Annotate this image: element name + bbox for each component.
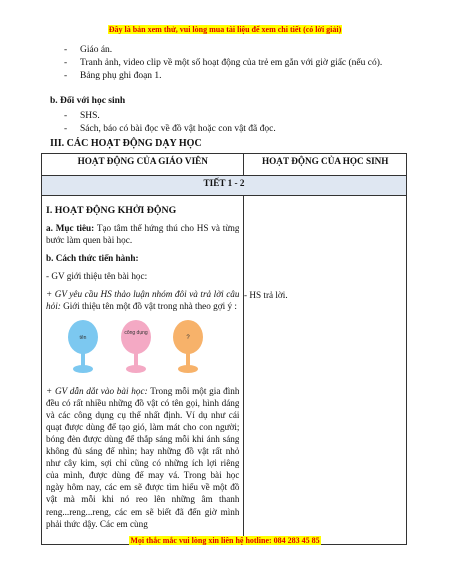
fan-label: ? [186, 334, 190, 341]
section-row [42, 176, 407, 196]
list-item: - Sách, báo có bài đọc về đồ vật hoặc con vật đã đọc. [64, 124, 276, 134]
hotline-banner-text: Mọi thắc mắc vui lòng xin liên hệ hotline: 084 283 45 85 [130, 536, 320, 545]
list-item: - SHS. [64, 111, 100, 121]
intro-line: - GV giới thiệu tên bài học: [46, 271, 148, 282]
task-paragraph: + GV yêu cầu HS thảo luận nhóm đôi và trả lời câu hỏi: Giới thiệu tên một đồ vật trong nhà theo gợi ý : [46, 289, 240, 312]
student-answer: - HS trả lời. [244, 290, 288, 300]
fan-orange-image [171, 319, 205, 377]
table-row [42, 196, 407, 545]
hotline-banner [0, 536, 450, 545]
part-heading: I. HOẠT ĐỘNG KHỞI ĐỘNG [46, 205, 177, 216]
student-column-header: HOẠT ĐỘNG CỦA HỌC SINH [244, 154, 407, 176]
student-resources-list [64, 110, 276, 136]
method-heading: b. Cách thức tiến hành: [46, 253, 139, 264]
student-cell [244, 196, 407, 545]
list-item: - Bảng phụ ghi đoạn 1. [64, 71, 162, 81]
lead-paragraph: + GV dẫn dắt vào bài học: Trong mỗi một gia đình đều có rất nhiều những đồ vật có tên gọi, hình dáng và các công dụng cụ thể nhất định. Ví dụ như cái quạt được dùng để tạo gió, làm mát cho con người; bóng đèn được dùng để thắp sáng mỗi khi ánh sáng không đủ sáng để nhìn; hay những đồ vật rất nhỏ như cây kim, sợi chỉ cũng có những ích lợi riêng của mình, được dùng để may vá. Trong bài học ngày hôm nay, các em sẽ được tìm hiểu về một đồ vật mà mỗi khi nó reo lên những âm thanh reng...reng...reng, các em sẽ biết đã đến giờ mình phải thức dậy. Các em cùng [46, 385, 240, 529]
teacher-cell [42, 196, 244, 545]
fan-pink-image [119, 319, 153, 377]
object-hint-images [46, 319, 239, 377]
fan-label: công dụng [124, 329, 148, 336]
goal-paragraph: a. Mục tiêu: Tạo tâm thế hứng thú cho HS và từng bước làm quen bài học. [46, 223, 240, 246]
lesson-table [41, 153, 407, 545]
activities-heading: III. CÁC HOẠT ĐỘNG DẠY HỌC [50, 138, 202, 149]
fan-label: tên [79, 334, 87, 341]
section-title: TIẾT 1 - 2 [42, 176, 407, 196]
list-item: - Tranh ảnh, video clip về một số hoạt động của trẻ em gắn với giờ giấc (nếu có). [64, 58, 383, 68]
teacher-column-header: HOẠT ĐỘNG CỦA GIÁO VIÊN [42, 154, 244, 176]
preview-banner-text: Đây là bản xem thử, vui lòng mua tài liệu để xem chi tiết (có lời giải) [108, 25, 342, 34]
table-header-row [42, 154, 407, 176]
list-item: - Giáo án. [64, 45, 113, 55]
preview-banner [0, 25, 450, 34]
teacher-resources-list [64, 44, 382, 83]
fan-blue-image [66, 319, 100, 377]
student-resources-heading: b. Đối với học sinh [50, 96, 126, 106]
